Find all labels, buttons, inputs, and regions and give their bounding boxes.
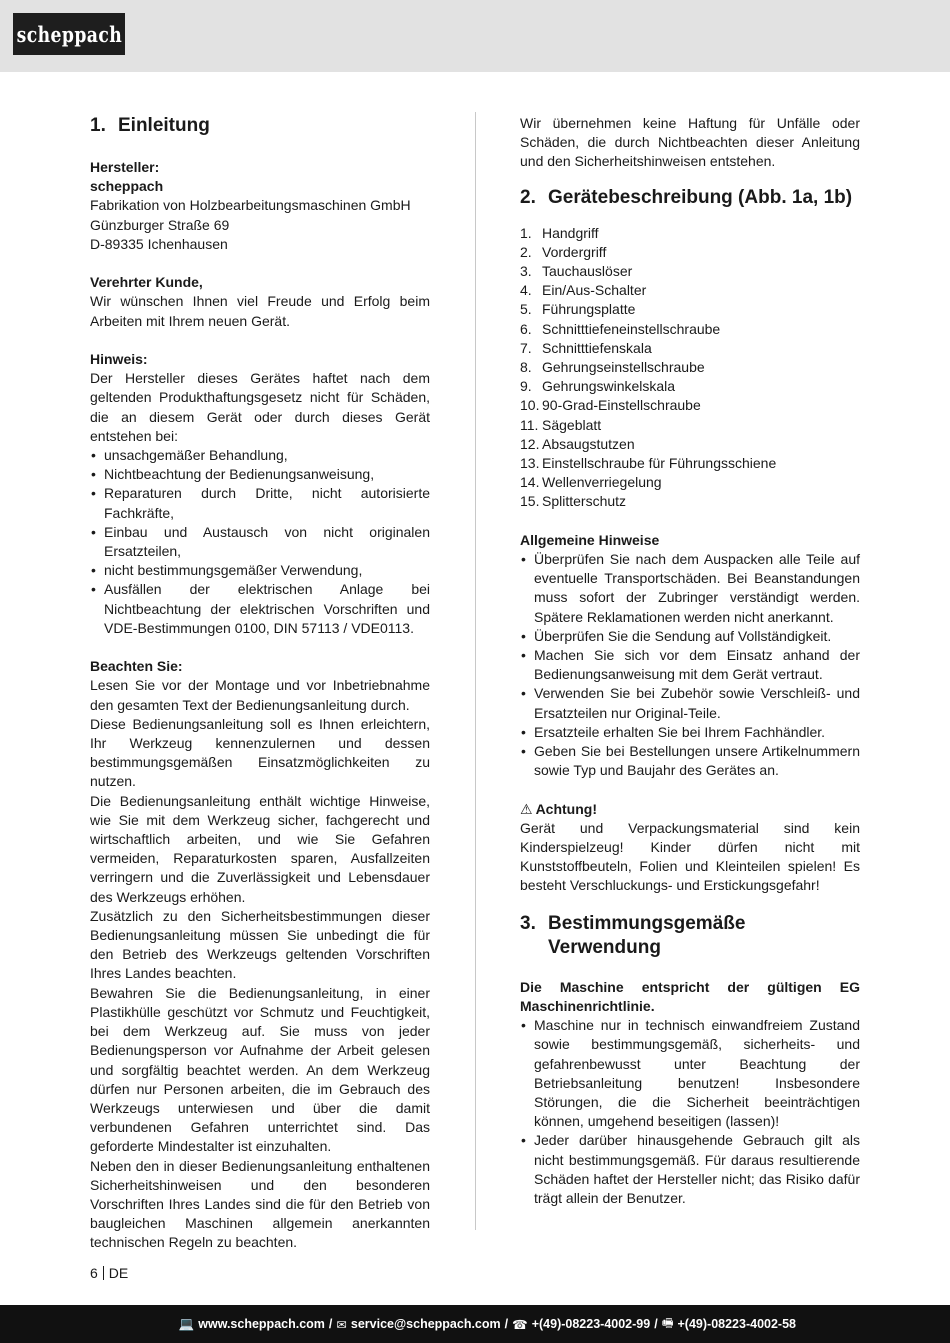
email-link[interactable]: service@scheppach.com xyxy=(350,1317,501,1331)
part-item xyxy=(520,320,860,339)
part-label: Ein/Aus-Schalter xyxy=(542,282,647,299)
page-separator xyxy=(103,1266,104,1280)
beachten-paragraph: Neben den in dieser Bedienungsanleitung enthaltenen Sicherheitshinweisen und den besonderen Vorschriften Ihres Landes sind die für den Betrieb von baugleichen Maschinen allgemein anerkannten technischen Regeln zu beachten. xyxy=(90,1157,430,1251)
part-number: 9. xyxy=(520,378,532,395)
hersteller-label: Hersteller: xyxy=(90,159,160,175)
part-label: Splitterschutz xyxy=(542,493,627,510)
phone-number: +(49)-08223-4002-99 xyxy=(531,1317,651,1331)
separator: / xyxy=(654,1317,658,1331)
scheppach-logo xyxy=(13,13,125,55)
achtung-text: Gerät und Verpackungsmaterial sind kein Kinderspielzeug! Kinder dürfen nicht mit Kunststoffbeuteln, Folien und Kleinteilen spielen! Es besteht Verschluckungs- und Erstickungsgefahr! xyxy=(520,819,860,894)
hersteller-line: Günzburger Straße 69 xyxy=(90,216,230,233)
achtung-label: Achtung! xyxy=(535,800,597,817)
part-number: 2. xyxy=(520,243,532,260)
phone-icon: ☎ xyxy=(512,1317,528,1332)
contact-bar xyxy=(0,1305,950,1343)
list-item: • Reparaturen durch Dritte, nicht autorisierte Fachkräfte, xyxy=(90,484,430,522)
part-label: Schnitttiefeneinstellschraube xyxy=(542,320,721,337)
section-title: Einleitung xyxy=(118,115,210,136)
verwendung-list xyxy=(520,1016,860,1208)
parts-list xyxy=(520,224,860,512)
hinweis-text: Der Hersteller dieses Gerätes haftet nach dem geltenden Produkthaftungsgesetz nicht für Schäden, die an diesem Gerät oder durch dieses Gerät entstehen bei: xyxy=(90,370,430,444)
part-item xyxy=(520,262,860,281)
computer-icon: 💻 xyxy=(178,1316,195,1331)
hinweis-list xyxy=(90,446,430,638)
part-number: 11. xyxy=(520,416,539,433)
kunde-text: Wir wünschen Ihnen viel Freude und Erfolg beim Arbeiten mit Ihrem neuen Gerät. xyxy=(90,293,430,329)
part-item xyxy=(520,377,860,396)
hinweis-label: Hinweis: xyxy=(90,351,148,367)
part-label: Vordergriff xyxy=(542,243,607,260)
part-item xyxy=(520,358,860,377)
part-label: 90-Grad-Einstellschraube xyxy=(542,397,701,414)
part-number: 15. xyxy=(520,493,540,510)
hersteller-name: scheppach xyxy=(90,178,164,195)
part-number: 1. xyxy=(520,224,532,241)
part-item xyxy=(520,281,860,300)
part-number: 12. xyxy=(520,435,540,452)
part-item xyxy=(520,435,860,454)
part-item xyxy=(520,243,860,262)
achtung-heading xyxy=(520,800,860,819)
part-number: 3. xyxy=(520,263,532,280)
list-item: • Maschine nur in technisch einwandfreiem Zustand sowie bestimmungsgemäß, sicherheits- und gefahrenbewusst unter Beachtung der Betriebsanleitung benutzen! Insbesondere Störungen, die die Sicherheit beeinträchtigen können, umgehend beseitigen (lassen)! xyxy=(520,1016,860,1131)
part-label: Führungsplatte xyxy=(542,301,636,318)
mail-icon: ✉ xyxy=(336,1317,347,1332)
part-number: 14. xyxy=(520,474,540,491)
logo-text: scheppach xyxy=(16,21,122,47)
list-item: • Verwenden Sie bei Zubehör sowie Verschleiß- und Ersatzteilen nur Original-Teile. xyxy=(520,684,860,722)
beachten-paragraph: Zusätzlich zu den Sicherheitsbestimmungen dieser Bedienungsanleitung müssen Sie unbedingt die für den Betrieb des Werkzeugs geltenden Vorschriften Ihres Landes beachten. xyxy=(90,907,430,982)
page-number: 6 xyxy=(90,1265,98,1281)
list-item: • Überprüfen Sie die Sendung auf Vollständigkeit. xyxy=(520,627,860,646)
hersteller-line: D-89335 Ichenhausen xyxy=(90,235,228,252)
list-item: • Jeder darüber hinausgehende Gebrauch gilt als nicht bestimmungsgemäß. Für daraus resultierende Schäden haftet der Hersteller nicht; das Risiko dafür trägt allein der Benutzer. xyxy=(520,1131,860,1208)
list-item: • Einbau und Austausch von nicht originalen Ersatzteilen, xyxy=(90,523,430,561)
section-number: 1. xyxy=(90,115,106,136)
part-label: Handgriff xyxy=(542,224,599,241)
part-item xyxy=(520,492,860,511)
part-label: Tauchauslöser xyxy=(542,263,633,280)
fax-number: +(49)-08223-4002-58 xyxy=(677,1317,796,1331)
list-item: • Geben Sie bei Bestellungen unsere Artikelnummern sowie Typ und Baujahr des Gerätes an. xyxy=(520,742,860,780)
part-item xyxy=(520,454,860,473)
part-label: Wellenverriegelung xyxy=(542,474,662,491)
header-bar xyxy=(0,0,950,72)
section-title: Bestimmungsgemäße Verwendung xyxy=(548,912,746,958)
part-number: 13. xyxy=(520,455,540,472)
part-number: 5. xyxy=(520,301,532,318)
section-3-heading xyxy=(520,912,860,960)
part-number: 4. xyxy=(520,282,532,299)
part-label: Schnitttiefenskala xyxy=(542,339,652,356)
section-number: 2. xyxy=(520,186,536,208)
fax-icon: 🖷 xyxy=(661,1315,674,1330)
list-item: • Machen Sie sich vor dem Einsatz anhand der Bedienungsanweisung mit dem Gerät vertraut. xyxy=(520,646,860,684)
part-number: 10. xyxy=(520,397,540,414)
part-label: Gehrungseinstellschraube xyxy=(542,359,705,376)
list-item: • Nichtbeachtung der Bedienungsanweisung, xyxy=(90,465,430,484)
section-title: Gerätebeschreibung (Abb. 1a, 1b) xyxy=(548,186,853,208)
part-item xyxy=(520,473,860,492)
section-1-heading xyxy=(90,114,430,138)
separator: / xyxy=(328,1317,333,1331)
beachten-paragraph: Die Bedienungsanleitung enthält wichtige Hinweise, wie Sie mit dem Werkzeug sicher, fachgerecht und wirtschaftlich arbeiten, und wie Sie Gefahren vermeiden, Reparaturkosten sparen, Ausfallzeiten verringern und die Zuverlässigkeit und Lebensdauer des Werkzeugs erhöhen. xyxy=(90,792,430,905)
column-divider xyxy=(475,112,476,1230)
part-item xyxy=(520,339,860,358)
allgemein-list xyxy=(520,550,860,780)
page-footer xyxy=(90,1265,128,1281)
right-column xyxy=(520,114,860,1208)
part-label: Gehrungswinkelskala xyxy=(542,378,676,395)
part-label: Sägeblatt xyxy=(542,416,602,433)
list-item: • unsachgemäßer Behandlung, xyxy=(90,446,430,465)
part-item xyxy=(520,416,860,435)
left-column xyxy=(90,114,430,1253)
part-number: 6. xyxy=(520,320,532,337)
part-label: Absaugstutzen xyxy=(542,435,635,452)
language-code: DE xyxy=(108,1265,129,1281)
part-number: 8. xyxy=(520,359,532,376)
haftung-text: Wir übernehmen keine Haftung für Unfälle oder Schäden, die durch Nichtbeachten dieser Anleitung und den Sicherheitshinweisen entstehen. xyxy=(520,115,860,170)
beachten-label: Beachten Sie: xyxy=(90,658,183,675)
hersteller-line: Fabrikation von Holzbearbeitungsmaschinen GmbH xyxy=(90,197,411,214)
maschine-label: Die Maschine entspricht der gültigen EG Maschinenrichtlinie. xyxy=(520,978,860,1014)
beachten-paragraph: Lesen Sie vor der Montage und vor Inbetriebnahme den gesamten Text der Bedienungsanleitung durch. xyxy=(90,677,430,713)
part-number: 7. xyxy=(520,339,532,356)
warning-triangle-icon: ⚠ xyxy=(520,800,533,817)
kunde-label: Verehrter Kunde, xyxy=(90,274,203,291)
part-label: Einstellschraube für Führungsschiene xyxy=(542,455,777,472)
list-item: • Überprüfen Sie nach dem Auspacken alle Teile auf eventuelle Transportschäden. Bei Beanstandungen muss sofort der Zubringer verständigt werden. Spätere Reklamationen werden nicht anerkannt. xyxy=(520,550,860,627)
section-2-heading xyxy=(520,186,860,210)
section-number: 3. xyxy=(520,912,536,934)
beachten-paragraph: Bewahren Sie die Bedienungsanleitung, in einer Plastikhülle geschützt vor Schmutz und Feuchtigkeit, bei dem Werkzeug auf. Sie muss von jeder Bedienungsperson vor Aufnahme der Arbeit gelesen und sorgfältig beachtet werden. An dem Werkzeug dürfen nur Personen arbeiten, die im Gebrauch des Werkzeugs unterwiesen und über die damit verbundenen Gefahren unterrichtet sind. Das geforderte Mindestalter ist einzuhalten. xyxy=(90,984,430,1155)
separator: / xyxy=(504,1317,509,1331)
list-item: • nicht bestimmungsgemäßer Verwendung, xyxy=(90,561,430,580)
part-item xyxy=(520,300,860,319)
list-item: • Ersatzteile erhalten Sie bei Ihrem Fachhändler. xyxy=(520,723,860,742)
part-item xyxy=(520,396,860,415)
beachten-paragraph: Diese Bedienungsanleitung soll es Ihnen erleichtern, Ihr Werkzeug kennenzulernen und dessen bestimmungsgemäßen Einsatzmöglichkeiten zu nutzen. xyxy=(90,715,430,790)
part-item xyxy=(520,224,860,243)
website-link[interactable]: www.scheppach.com xyxy=(198,1317,325,1331)
allgemein-label: Allgemeine Hinweise xyxy=(520,531,660,548)
list-item: • Ausfällen der elektrischen Anlage bei Nichtbeachtung der elektrischen Vorschriften und VDE-Bestimmungen 0100, DIN 57113 / VDE0113. xyxy=(90,580,430,638)
